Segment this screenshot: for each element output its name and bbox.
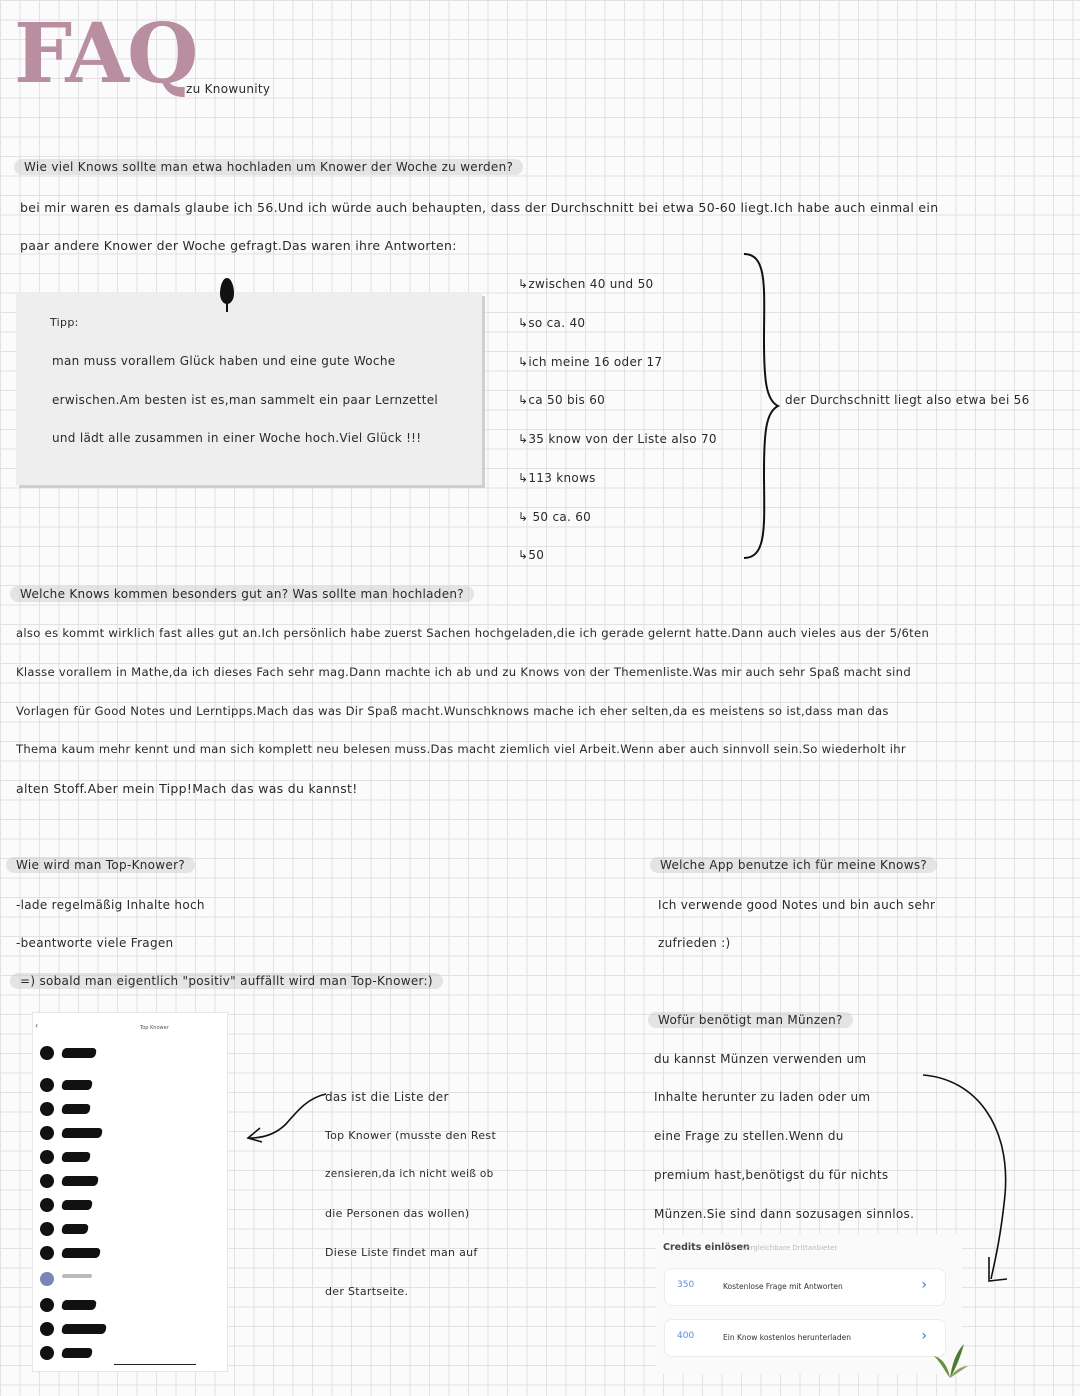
censor-scribble — [61, 1104, 91, 1114]
tip-box — [16, 293, 482, 485]
censored-row — [40, 1346, 220, 1360]
censored-row — [40, 1174, 220, 1188]
censored-row — [40, 1246, 220, 1260]
credit-option[interactable] — [664, 1268, 946, 1306]
censor-scribble — [61, 1080, 93, 1090]
tip-label: Tipp: — [50, 316, 79, 329]
credit-label: Kostenlose Frage mit Antworten — [723, 1282, 843, 1291]
faq-title: FAQ — [14, 6, 197, 102]
avatar — [40, 1222, 54, 1236]
censor-scribble — [61, 1248, 101, 1258]
censored-list — [32, 1012, 226, 1370]
question-5: Wofür benötigt man Münzen? — [648, 1013, 853, 1027]
avatar — [40, 1078, 54, 1092]
censor-scribble — [61, 1200, 93, 1210]
avatar — [40, 1272, 54, 1286]
answer-item: ↳so ca. 40 — [518, 316, 586, 330]
topknower-conclusion: =) sobald man eigentlich "positiv" auffällt wird man Top-Knower:) — [10, 974, 443, 988]
answer-2-line-3: Vorlagen für Good Notes und Lerntipps.Mach das was Dir Spaß macht.Wunschknows mache ich eher selten,da es meistens so ist,dass man das — [16, 704, 889, 718]
answer-item: ↳113 knows — [518, 471, 596, 485]
censor-scribble — [61, 1324, 107, 1334]
censor-scribble — [61, 1224, 89, 1234]
answer-1-line-1: bei mir waren es damals glaube ich 56.Und ich würde auch behaupten, dass der Durchschnitt bei etwa 50-60 liegt.Ich habe auch einmal ein — [20, 200, 939, 215]
question-2: Welche Knows kommen besonders gut an? Was sollte man hochladen? — [10, 587, 474, 601]
censored-row — [40, 1150, 220, 1164]
censored-row — [40, 1322, 220, 1336]
censor-scribble — [61, 1152, 91, 1162]
censor-scribble — [62, 1274, 93, 1278]
coins-line-2: Inhalte herunter zu laden oder um — [654, 1090, 871, 1104]
top-note-line-1: das ist die Liste der — [325, 1090, 449, 1104]
plant-stem-icon — [226, 300, 228, 312]
coins-line-1: du kannst Münzen verwenden um — [654, 1052, 867, 1066]
answer-2-line-1: also es kommt wirklich fast alles gut an.Ich persönlich habe zuerst Sachen hochgeladen,die ich gerade gelernt hatte.Dann auch vieles aus der 5/6ten — [16, 626, 930, 640]
censored-row — [40, 1046, 220, 1060]
credit-option[interactable] — [664, 1319, 946, 1357]
coins-line-5: Münzen.Sie sind dann sozusagen sinnlos. — [654, 1207, 915, 1221]
credit-label: Ein Know kostenlos herunterladen — [723, 1333, 851, 1342]
tip-line-2: erwischen.Am besten ist es,man sammelt ein paar Lernzettel — [52, 393, 439, 407]
arrow-icon — [240, 1080, 330, 1150]
tip-line-1: man muss vorallem Glück haben und eine gute Woche — [52, 354, 396, 368]
divider — [114, 1364, 196, 1365]
app-answer-line-1: Ich verwende good Notes und bin auch sehr — [658, 898, 936, 912]
avatar — [40, 1150, 54, 1164]
censor-scribble — [61, 1176, 99, 1186]
avatar — [40, 1102, 54, 1116]
answer-item: ↳ich meine 16 oder 17 — [518, 355, 663, 369]
answer-2-line-2: Klasse vorallem in Mathe,da ich dieses Fach sehr mag.Dann machte ich ab und zu Knows von der Themenliste.Was mir auch sehr Spaß macht sind — [16, 665, 911, 679]
answer-1-line-2: paar andere Knower der Woche gefragt.Das waren ihre Antworten: — [20, 238, 457, 253]
censor-scribble — [61, 1300, 97, 1310]
credits-title: Credits einlösen — [663, 1242, 750, 1253]
top-note-line-6: der Startseite. — [325, 1285, 409, 1298]
answer-item: ↳50 — [518, 548, 545, 562]
chevron-right-icon: › — [921, 1328, 927, 1344]
answer-item: ↳ 50 ca. 60 — [518, 510, 592, 524]
censor-scribble — [61, 1048, 97, 1058]
credit-amount: 400 — [677, 1331, 695, 1341]
avatar — [40, 1322, 54, 1336]
average-note: der Durchschnitt liegt also etwa bei 56 — [785, 393, 1030, 407]
answer-item: ↳35 know von der Liste also 70 — [518, 432, 717, 446]
censored-row — [40, 1126, 220, 1140]
answer-item: ↳zwischen 40 und 50 — [518, 277, 654, 291]
avatar — [40, 1246, 54, 1260]
question-1: Wie viel Knows sollte man etwa hochladen um Knower der Woche zu werden? — [14, 160, 523, 174]
curly-brace-icon — [740, 250, 780, 562]
topknower-line-2: -beantworte viele Fragen — [16, 936, 174, 950]
top-note-line-5: Diese Liste findet man auf — [325, 1246, 478, 1259]
coins-line-4: premium hast,benötigst du für nichts — [654, 1168, 889, 1182]
top-note-line-3: zensieren,da ich nicht weiß ob — [325, 1168, 494, 1180]
question-4: Welche App benutze ich für meine Knows? — [650, 858, 937, 872]
phone-title: Top Knower — [140, 1025, 169, 1031]
top-note-line-2: Top Knower (musste den Rest — [325, 1129, 497, 1142]
coins-line-3: eine Frage zu stellen.Wenn du — [654, 1129, 844, 1143]
credit-amount: 350 — [677, 1280, 695, 1290]
censored-row — [40, 1102, 220, 1116]
faq-subtitle: zu Knowunity — [186, 82, 271, 96]
censored-row — [40, 1298, 220, 1312]
app-answer-line-2: zufrieden :) — [658, 936, 731, 950]
answer-2-line-5: alten Stoff.Aber mein Tipp!Mach das was du kannst! — [16, 781, 358, 796]
avatar — [40, 1346, 54, 1360]
censored-row — [40, 1078, 220, 1092]
avatar — [40, 1126, 54, 1140]
tip-line-3: und lädt alle zusammen in einer Woche hoch.Viel Glück !!! — [52, 431, 422, 445]
top-note-line-4: die Personen das wollen) — [325, 1207, 470, 1220]
avatar — [40, 1298, 54, 1312]
answer-item: ↳ca 50 bis 60 — [518, 393, 606, 407]
chevron-right-icon: › — [921, 1277, 927, 1293]
censor-scribble — [61, 1128, 103, 1138]
censored-row — [40, 1198, 220, 1212]
avatar — [40, 1046, 54, 1060]
back-icon: ‹ — [35, 1021, 39, 1030]
question-3: Wie wird man Top-Knower? — [6, 858, 195, 872]
plant-icon — [930, 1340, 970, 1380]
censored-row — [40, 1272, 220, 1286]
credits-subtitle: Vergleichbare Drittanbieter — [742, 1244, 838, 1252]
censored-row — [40, 1222, 220, 1236]
answer-2-line-4: Thema kaum mehr kennt und man sich komplett neu belesen muss.Das macht ziemlich viel Arbeit.Wenn aber auch sinnvoll sein.So wiederholt ihr — [16, 742, 906, 756]
censor-scribble — [61, 1348, 93, 1358]
avatar — [40, 1174, 54, 1188]
avatar — [40, 1198, 54, 1212]
topknower-line-1: -lade regelmäßig Inhalte hoch — [16, 898, 205, 912]
